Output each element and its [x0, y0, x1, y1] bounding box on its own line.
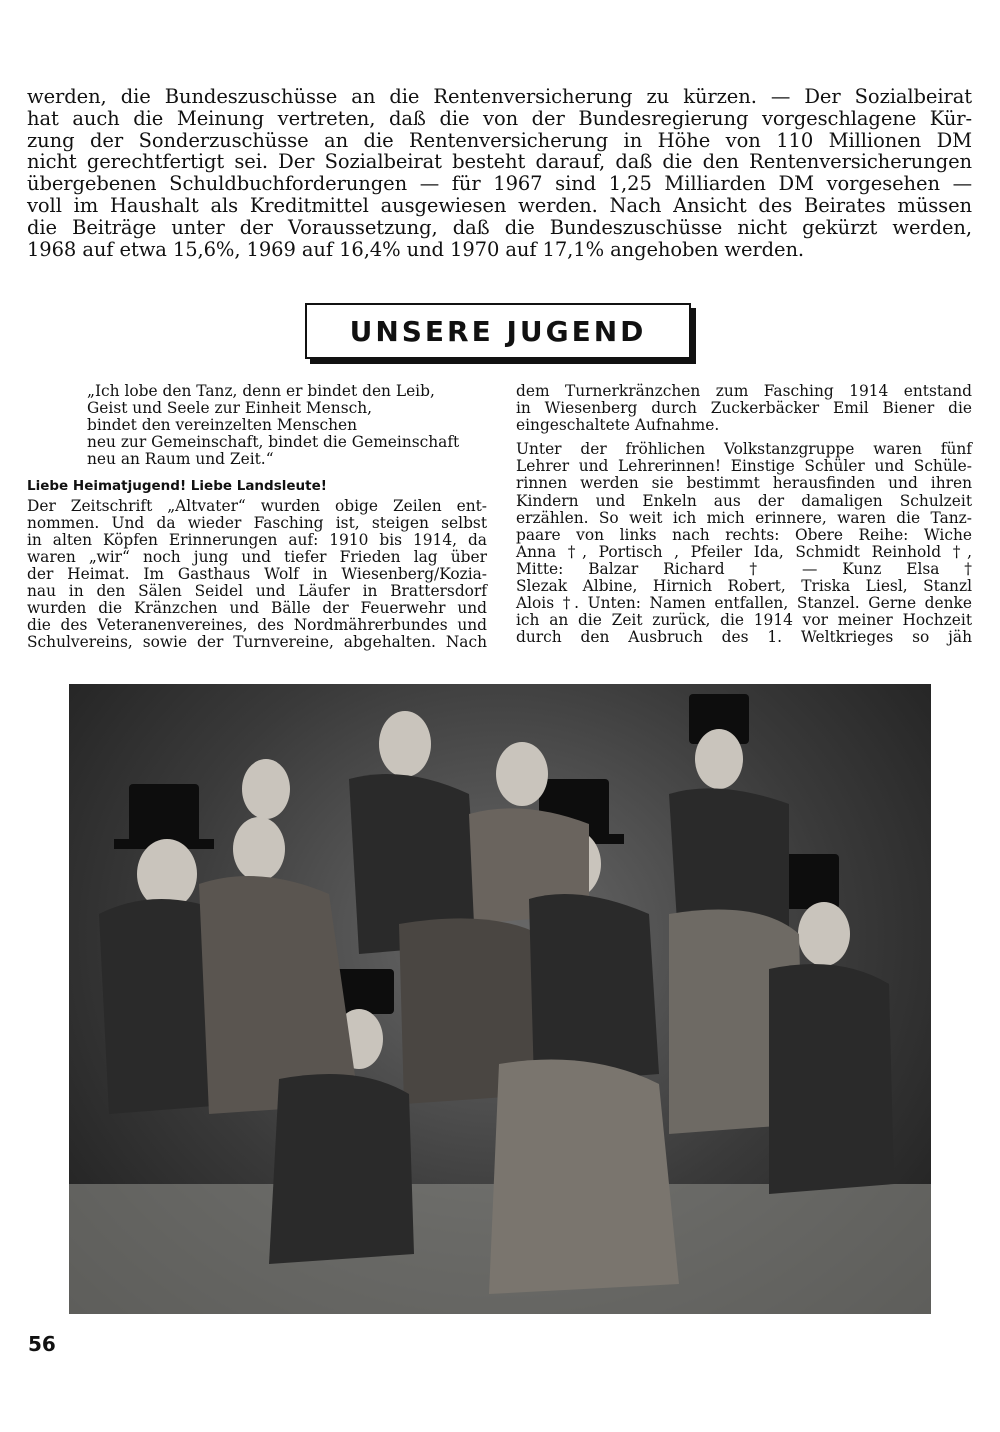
body-line: waren „wir“ noch jung und tiefer Frieden lag über	[27, 547, 487, 566]
body-line: ich an die Zeit zurück, die 1914 vor meiner Hochzeit	[516, 611, 972, 630]
quote-line: neu zur Gemeinschaft, bindet die Gemeinschaft	[87, 433, 460, 452]
body-line: nommen. Und da wieder Fasching ist, steigen selbst	[27, 513, 487, 532]
quote-line: neu an Raum und Zeit.“	[87, 450, 274, 469]
body-line: erzählen. So weit ich mich erinnere, waren die Tanz-	[516, 508, 972, 527]
right-paragraph-1	[516, 383, 972, 434]
body-line: Mitte: Balzar Richard † — Kunz Elsa †	[516, 559, 972, 578]
intro-line: 1968 auf etwa 15,6%, 1969 auf 16,4% und 1970 auf 17,1% angehoben werden.	[27, 237, 805, 261]
body-line: der Heimat. Im Gasthaus Wolf in Wiesenberg/Kozia-	[27, 564, 487, 583]
body-line: Slezak Albine, Hirnich Robert, Triska Liesl, Stanzl	[516, 577, 972, 596]
body-line: Anna †, Portisch , Pfeiler Ida, Schmidt Reinhold †,	[516, 542, 972, 561]
body-line: dem Turnerkränzchen zum Fasching 1914 entstand	[516, 382, 972, 400]
section-header-box	[305, 303, 691, 359]
right-column	[516, 383, 972, 653]
body-line: Lehrer und Lehrerinnen! Einstige Schüler und Schüle-	[516, 457, 972, 476]
body-line: in alten Köpfen Erinnerungen auf: 1910 bis 1914, da	[27, 530, 487, 549]
body-line: in Wiesenberg durch Zuckerbäcker Emil Biener die	[516, 399, 972, 418]
quote-line: Geist und Seele zur Einheit Mensch,	[87, 399, 373, 418]
quote-block	[87, 383, 487, 468]
group-photograph	[69, 684, 931, 1314]
body-line: Alois †. Unten: Namen entfallen, Stanzel. Gerne denke	[516, 594, 972, 613]
intro-line: übergebenen Schuldbuchforderungen — für 1967 sind 1,25 Milliarden DM vorgesehen —	[27, 172, 972, 196]
body-line: wurden die Kränzchen und Bälle der Feuerwehr und	[27, 599, 487, 618]
body-line: durch den Ausbruch des 1. Weltkrieges so jäh	[516, 628, 972, 647]
photo-illustration	[69, 684, 931, 1314]
body-line: Schulvereins, sowie der Turnvereine, abgehalten. Nach	[27, 633, 487, 652]
left-column	[27, 383, 487, 658]
body-line: rinnen werden sie bestimmt herausfinden und ihren	[516, 474, 972, 493]
body-line: die des Veteranenvereines, des Nordmährerbundes und	[27, 616, 487, 635]
quote-line: „Ich lobe den Tanz, denn er bindet den Leib,	[87, 382, 435, 400]
intro-line: hat auch die Meinung vertreten, daß die von der Bundesregierung vorgeschlagene Kür-	[27, 106, 972, 130]
body-line: Kindern und Enkeln aus der damaligen Schulzeit	[516, 491, 972, 510]
body-line: eingeschaltete Aufnahme.	[516, 416, 720, 435]
intro-line: nicht gerechtfertigt sei. Der Sozialbeirat besteht darauf, daß die den Rentenversicherungen	[27, 150, 972, 174]
body-line: paare von links nach rechts: Obere Reihe: Wiche	[516, 525, 972, 544]
body-line: Unter der fröhlichen Volkstanzgruppe waren fünf	[516, 440, 972, 459]
intro-line: werden, die Bundeszuschüsse an die Rentenversicherung zu kürzen. — Der Sozialbeirat	[27, 85, 972, 108]
greeting-heading: Liebe Heimatjugend! Liebe Landsleute!	[27, 478, 327, 495]
right-paragraph-2	[516, 441, 972, 646]
body-line: Der Zeitschrift „Altvater“ wurden obige Zeilen ent-	[27, 496, 487, 515]
intro-line: zung der Sonderzuschüsse an die Rentenversicherung in Höhe von 110 Millionen DM	[27, 128, 972, 152]
page-number: 56	[28, 1332, 56, 1356]
quote-line: bindet den vereinzelten Menschen	[87, 416, 358, 435]
intro-line: voll im Haushalt als Kreditmittel ausgewiesen werden. Nach Ansicht des Beirates müssen	[27, 193, 972, 217]
left-body-paragraph	[27, 498, 487, 652]
section-title: UNSERE JUGEND	[349, 314, 647, 348]
intro-paragraph	[27, 86, 972, 260]
body-line: nau in den Sälen Seidel und Läufer in Brattersdorf	[27, 582, 487, 601]
intro-line: die Beiträge unter der Voraussetzung, daß die Bundeszuschüsse nicht gekürzt werden,	[27, 215, 972, 239]
